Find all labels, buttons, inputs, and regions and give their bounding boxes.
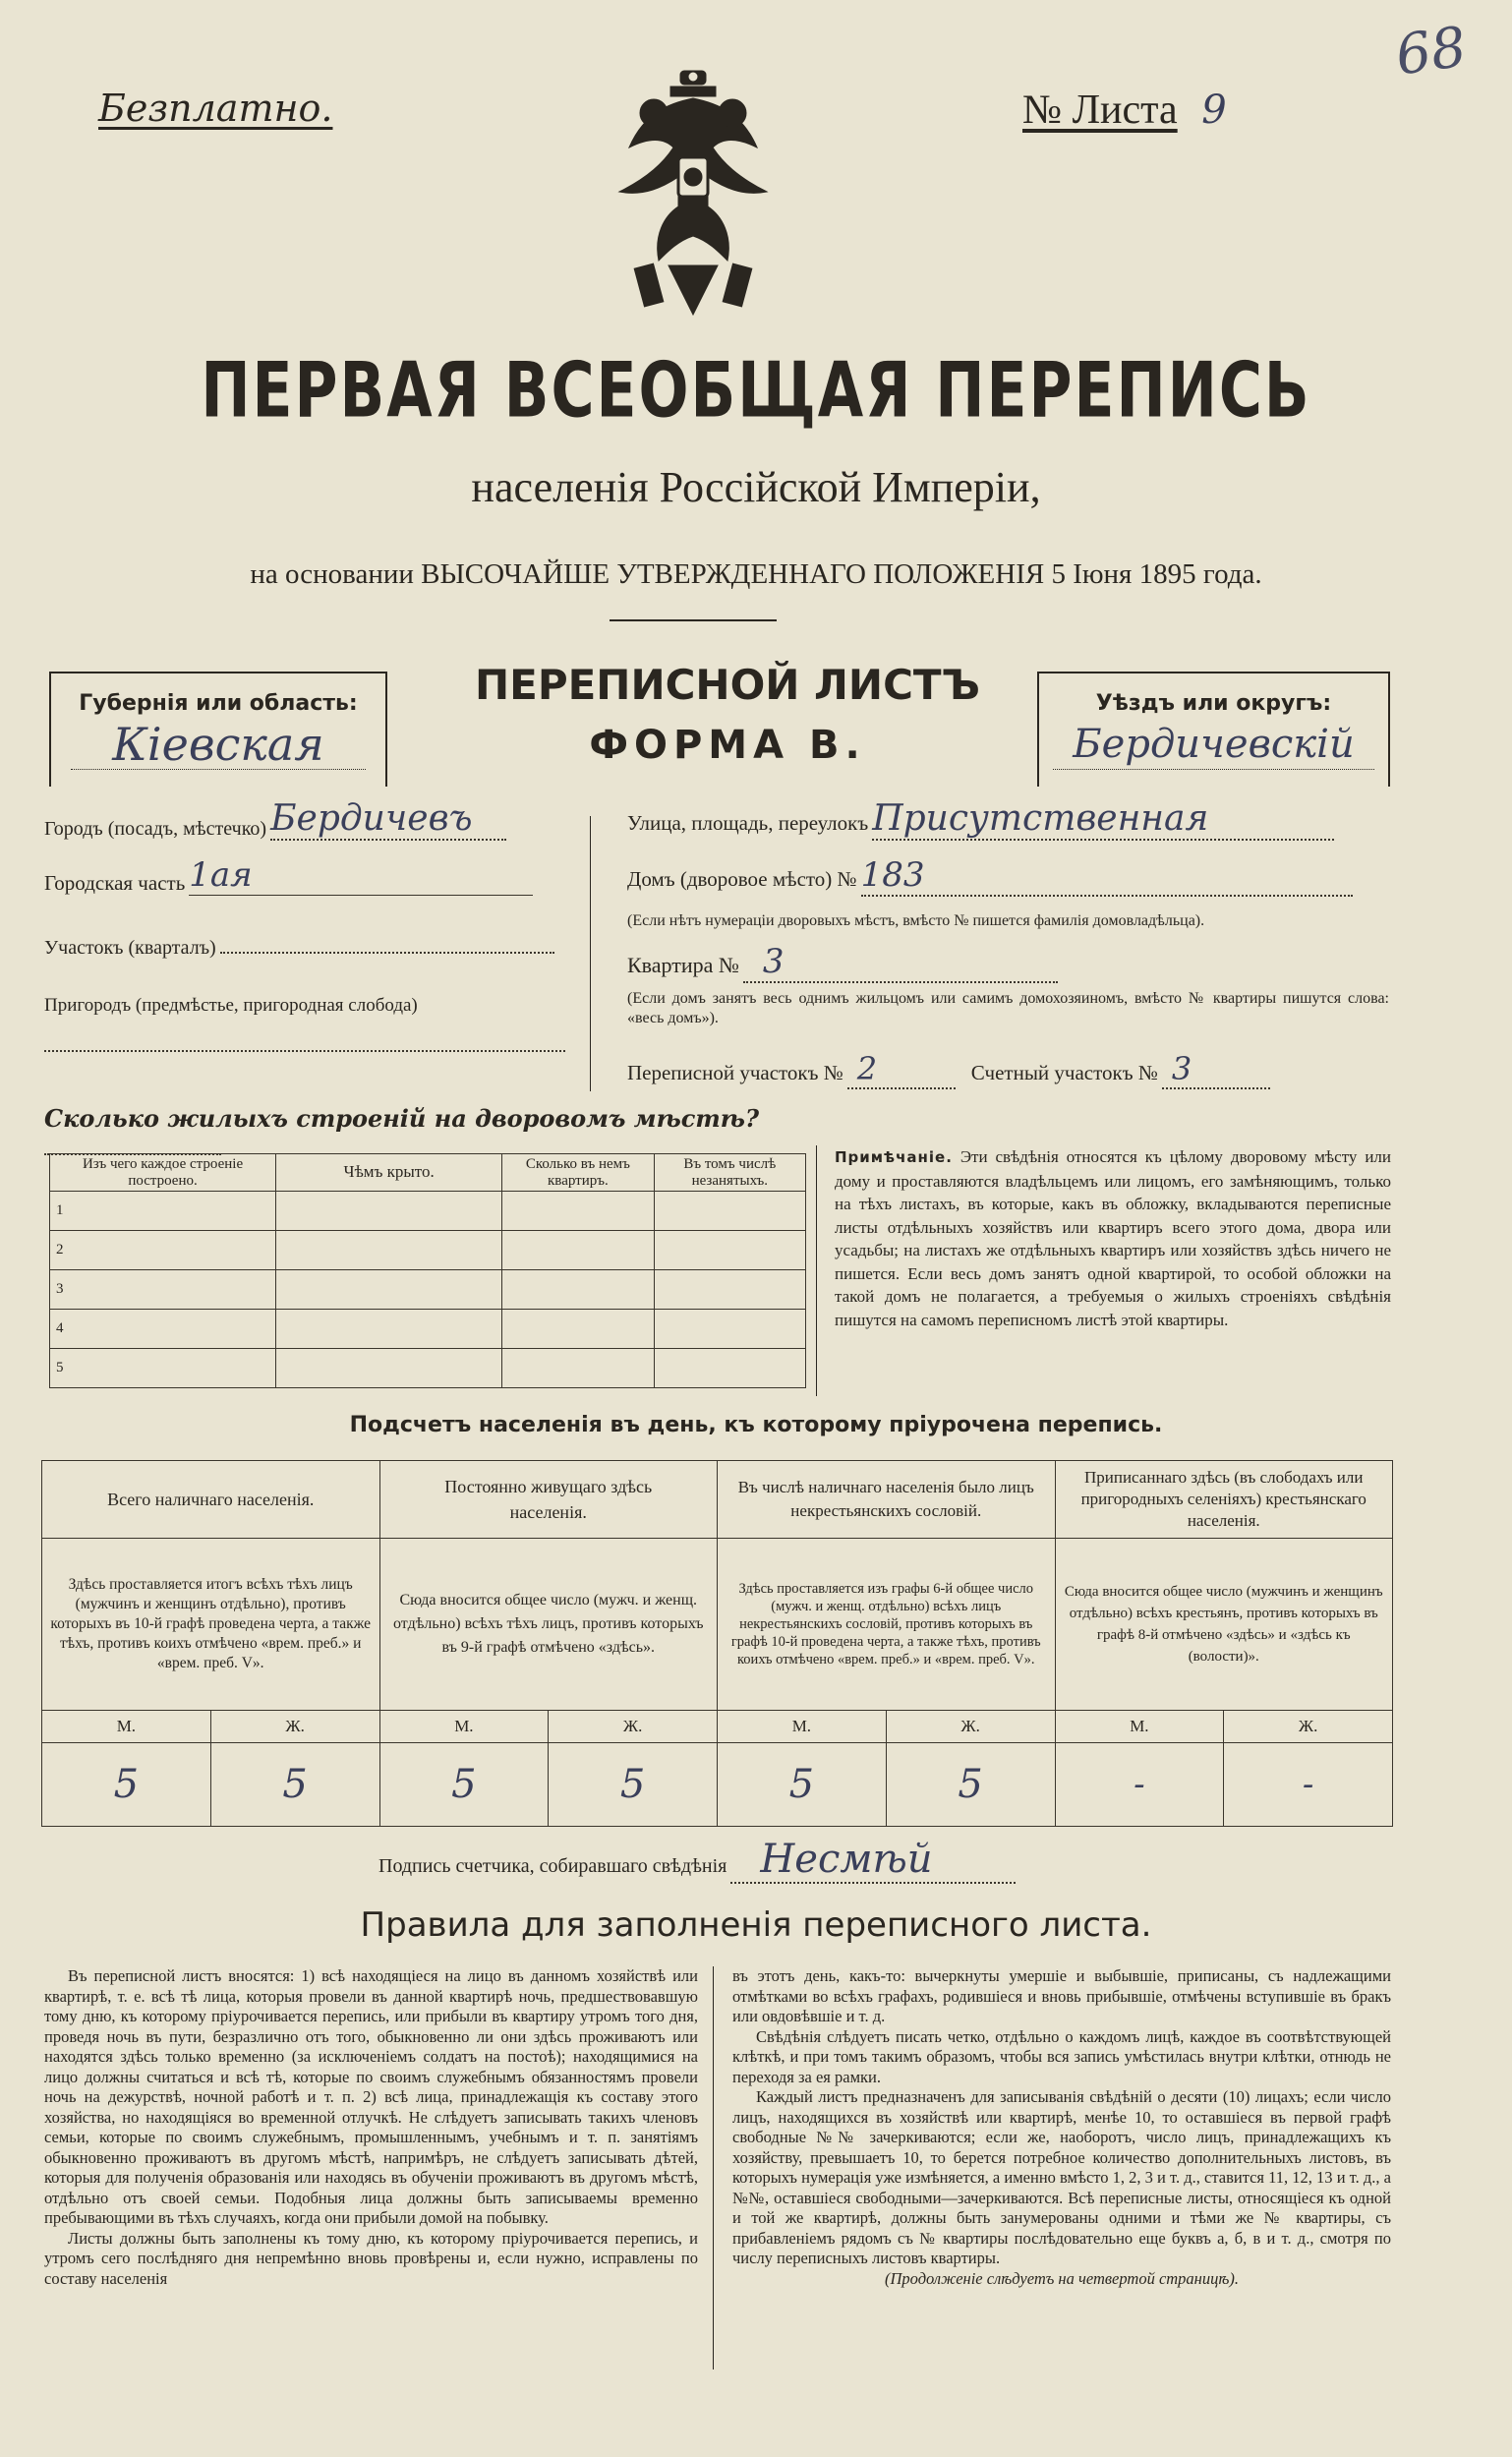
pop-col-nonpeasant-desc: Здѣсь проставляется изъ графы 6-й общее число (мужч. и женщ. отдѣльно) всѣхъ лицъ некрестьянскихъ сословій, противъ которыхъ въ графѣ 10-й проведена черта, а также тѣхъ, противъ коихъ отмѣчено «врем. преб.» и «врем. преб. V». xyxy=(718,1539,1056,1711)
table-cell xyxy=(276,1231,502,1270)
rules-right-paragraph-2: Свѣдѣнія слѣдуетъ писать четко, отдѣльно о каждомъ лицѣ, каждое въ соотвѣтствующей клѣткѣ, и при томъ такимъ образомъ, чтобы вся запись умѣстилась внутри клѣтки, отнюдь не переходя за ея рамки. xyxy=(732,2026,1391,2086)
pop-peasant-m: - xyxy=(1055,1743,1224,1827)
col-building-material: Изъ чего каждое строеніе построено. xyxy=(50,1154,276,1192)
rules-left-paragraph-1: Въ переписной листъ вносятся: 1) всѣ находящіеся на лицо въ данномъ хозяйствѣ или квартирѣ, т. е. всѣ тѣ лица, которыя провели въ данной квартирѣ ночь, предшествовавшую тому дню, къ которому пріурочивается перепись, или прибыли въ квартиру утромъ того дня, проведя ночь въ пути, безразлично отъ того, обыкновенно ли они здѣсь проживаютъ или находятся здѣсь только временно (за исключеніемъ солдатъ на постоѣ); находящимися на лицо должны считаться и всѣ тѣ, которые по своимъ служебнымъ обязанностямъ провели ночь на дежурствѣ, ночной работѣ и т. п. 2) всѣ лица, принадлежащія къ составу этого хозяйства, но находящіяся во временной отлучкѣ. Не слѣдуетъ записывать такихъ членовъ семьи, которые по своимъ служебнымъ, промышленнымъ, учебнымъ и т. п. занятіямъ обыкновенно проживаютъ въ другомъ мѣстѣ, напримѣръ, не слѣдуетъ записывать дѣтей, которыя для полученія образованія или находясь въ обученіи проживаютъ въ другомъ мѣстѣ, отдѣльно отъ своей семьи. Подобныя лица должны быть записываемы временно пребывающими въ тѣхъ случаяхъ, когда они прибыли домой на побывку. xyxy=(44,1966,698,2227)
precinct-field xyxy=(44,932,565,967)
suburb-value xyxy=(44,1046,565,1052)
street-label: Улица, площадь, переулокъ xyxy=(627,811,869,835)
census-areas-field xyxy=(627,1050,1404,1093)
house-field xyxy=(627,855,1404,899)
population-sex-row xyxy=(42,1711,1393,1743)
census-area-value: 2 xyxy=(847,1050,956,1089)
table-row xyxy=(50,1192,806,1231)
pop-col-total-head: Всего наличнаго населенія. xyxy=(42,1461,380,1539)
city-part-label: Городская часть xyxy=(44,871,186,895)
table-row xyxy=(50,1349,806,1388)
district-box xyxy=(1037,672,1390,787)
sex-label-f: Ж. xyxy=(210,1711,379,1743)
row-number: 3 xyxy=(50,1270,276,1310)
signature-field xyxy=(378,1837,1165,1886)
rules-right-paragraph-3: Каждый листъ предназначенъ для записыванія свѣдѣній о десяти (10) лицахъ; если число лицъ, находящихся въ хозяйствѣ или квартирѣ, менѣе 10, то оставшіеся въ первой графѣ свободные №№ зачеркиваются; если же, наоборотъ, число лицъ, принадлежащихъ къ хозяйству, превышаетъ 10, то берется потребное количество дополнительныхъ листовъ, въ которыхъ нумерація уже измѣняется, а именно вмѣсто 1, 2, 3 и т. д., ставится 11, 12, 13 и т. д., а №№, оставшіеся свободными—зачеркиваются. Всѣ переписные листы, относящіеся къ одной и той же квартирѣ, должны быть занумерованы одними и тѣми же № квартиры, съ прибавленіемъ рядомъ съ № квартиры послѣдовательно еще буквъ а, б, в и т. д., смотря по числу переписныхъ листовъ квартиры. xyxy=(732,2087,1391,2267)
main-title: ПЕРВАЯ ВСЕОБЩАЯ ПЕРЕПИСЬ xyxy=(201,346,1311,436)
table-cell xyxy=(276,1192,502,1231)
sheet-number-label xyxy=(1022,87,1227,134)
pop-permanent-m: 5 xyxy=(379,1743,549,1827)
table-cell xyxy=(502,1349,654,1388)
row-number: 2 xyxy=(50,1231,276,1270)
table-row xyxy=(50,1270,806,1310)
street-value: Присутственная xyxy=(872,798,1334,841)
province-label: Губернія или область: xyxy=(79,691,358,716)
rules-left-paragraph-2: Листы должны быть заполнены къ тому дню, къ которому пріурочивается перепись, и утромъ сего послѣдняго дня непремѣнно вновь провѣрены и, если нужно, исправлены по составу населенія xyxy=(44,2228,698,2288)
counting-area-label: Счетный участокъ № xyxy=(970,1061,1158,1084)
rules-column-divider xyxy=(713,1966,714,2369)
rules-right-paragraph-1: въ этотъ день, какъ-то: вычеркнуты умершіе и выбывшіе, приписаны, съ надлежащими отмѣтками во всѣхъ графахъ, родившіеся и вновь прибывшіе, отмѣчены вступившіе въ бракъ или овдовѣвшіе и т. д. xyxy=(732,1966,1391,2025)
archive-page-number: 68 xyxy=(1391,15,1471,88)
sheet-number-caption: № Листа xyxy=(1022,88,1178,133)
district-label: Уѣздъ или округъ: xyxy=(1095,691,1332,716)
rules-continued-note: (Продолженіе слѣдуетъ на четвертой страницѣ). xyxy=(885,2268,1239,2288)
note-text: Эти свѣдѣнія относятся къ цѣлому дворовому мѣсту или дому и проставляются владѣльцемъ или лицомъ, его замѣняющимъ, только на тѣхъ листахъ, въ которые, какъ въ обложку, вкладываются переписные листы отдѣльныхъ хозяйствъ или квартиръ всего этого дома, двора или усадьбы; на листахъ же отдѣльныхъ квартиръ или хозяйствъ здѣсь ничего не пишется. Если весь домъ занятъ одной квартирой, то особой обложки на такой домъ не полагается, а требуемыя о жилыхъ строеніяхъ свѣдѣнія пишутся на самомъ переписномъ листѣ этой квартиры. xyxy=(835,1147,1391,1329)
province-box xyxy=(49,672,387,787)
suburb-label: Пригородъ (предмѣстье, пригородная слобода) xyxy=(44,995,418,1016)
table-cell xyxy=(502,1270,654,1310)
pop-col-total-desc: Здѣсь проставляется итогъ всѣхъ тѣхъ лицъ (мужчинъ и женщинъ отдѣльно), противъ которыхъ въ 10-й графѣ проведена черта, а также тѣхъ, противъ коихъ отмѣчено «врем. преб.» и «врем. преб. V». xyxy=(42,1539,380,1711)
precinct-label: Участокъ (кварталъ) xyxy=(44,937,216,959)
basis-line: на основании ВЫСОЧАЙШЕ УТВЕРЖДЕННАГО ПОЛОЖЕНІЯ 5 Іюня 1895 года. xyxy=(250,558,1262,590)
buildings-question-text: Сколько жилыхъ строеній на дворовомъ мѣстѣ? xyxy=(44,1104,760,1133)
counting-area-value: 3 xyxy=(1162,1050,1270,1089)
row-number: 1 xyxy=(50,1192,276,1231)
house-note: (Если нѣтъ нумераціи дворовыхъ мѣстъ, вмѣсто № пишется фамилія домовладѣльца). xyxy=(627,912,1205,929)
pop-col-nonpeasant-head: Въ числѣ наличнаго населенія было лицъ некрестьянскихъ сословій. xyxy=(718,1461,1056,1539)
table-row xyxy=(50,1310,806,1349)
population-table xyxy=(41,1460,1393,1827)
sheet-number-value: 9 xyxy=(1201,88,1227,133)
table-cell xyxy=(654,1310,805,1349)
table-cell xyxy=(502,1231,654,1270)
census-area-label: Переписной участокъ № xyxy=(627,1061,843,1084)
pop-permanent-f: 5 xyxy=(549,1743,718,1827)
population-desc-row xyxy=(42,1539,1393,1711)
house-value: 183 xyxy=(861,855,1353,897)
sex-label-m: М. xyxy=(379,1711,549,1743)
suburb-field xyxy=(44,995,565,1052)
sex-label-m: М. xyxy=(1055,1711,1224,1743)
pop-col-peasant-desc: Сюда вносится общее число (мужчинъ и женщинъ отдѣльно) всѣхъ крестьянъ, противъ которыхъ въ графѣ 8-й отмѣчено «здѣсь» и «здѣсь къ (волости)». xyxy=(1055,1539,1393,1711)
apartment-field xyxy=(627,942,1404,985)
pop-nonpeasant-m: 5 xyxy=(718,1743,887,1827)
table-cell xyxy=(276,1310,502,1349)
province-value: Кіевская xyxy=(71,720,366,770)
rules-left-column xyxy=(44,1966,698,2289)
house-label: Домъ (дворовое мѣсто) № xyxy=(627,867,857,891)
pop-col-peasant-head: Приписаннаго здѣсь (въ слободахъ или пригородныхъ селеніяхъ) крестьянскаго населенія. xyxy=(1055,1461,1393,1539)
note-block xyxy=(816,1145,1391,1396)
table-cell xyxy=(502,1192,654,1231)
buildings-header-row xyxy=(50,1154,806,1192)
sex-label-f: Ж. xyxy=(1224,1711,1393,1743)
signature-value: Несмѣй xyxy=(730,1837,1016,1884)
rules-right-column xyxy=(732,1966,1391,2289)
bleed-through-text xyxy=(177,147,590,265)
precinct-value xyxy=(220,932,554,954)
table-cell xyxy=(502,1310,654,1349)
sex-label-f: Ж. xyxy=(886,1711,1055,1743)
city-label: Городъ (посадъ, мѣстечко) xyxy=(44,818,267,840)
signature-label: Подпись счетчика, собиравшаго свѣдѣнія xyxy=(378,1855,727,1877)
table-cell xyxy=(654,1349,805,1388)
sex-label-m: М. xyxy=(42,1711,211,1743)
table-cell xyxy=(276,1349,502,1388)
col-roof: Чѣмъ крыто. xyxy=(276,1154,502,1192)
table-cell xyxy=(654,1270,805,1310)
district-value: Бердичевскій xyxy=(1053,720,1374,770)
table-cell xyxy=(654,1231,805,1270)
note-label: Примѣчаніе. xyxy=(835,1148,953,1166)
title-divider xyxy=(610,619,777,621)
population-head-row xyxy=(42,1461,1393,1539)
pop-total-f: 5 xyxy=(210,1743,379,1827)
table-row xyxy=(50,1231,806,1270)
rules-title: Правила для заполненія переписного листа. xyxy=(360,1905,1152,1945)
city-part-value: 1ая xyxy=(189,855,533,896)
pop-total-m: 5 xyxy=(42,1743,211,1827)
sex-label-m: М. xyxy=(718,1711,887,1743)
buildings-table xyxy=(49,1153,806,1388)
form-label: ФОРМА В. xyxy=(589,723,866,768)
apartment-value: 3 xyxy=(743,942,1058,983)
row-number: 4 xyxy=(50,1310,276,1349)
pop-peasant-f: - xyxy=(1224,1743,1393,1827)
city-part-field xyxy=(44,855,565,905)
population-values-row xyxy=(42,1743,1393,1827)
census-sheet-title: ПЕРЕПИСНОЙ ЛИСТЪ xyxy=(474,661,981,709)
city-field xyxy=(44,798,565,848)
population-title: Подсчетъ населенія въ день, къ которому пріурочена перепись. xyxy=(349,1413,1163,1437)
pop-col-permanent-desc: Сюда вносится общее число (мужч. и женщ. отдѣльно) всѣхъ тѣхъ лицъ, противъ которыхъ въ 9-й графѣ отмѣчено «здѣсь». xyxy=(379,1539,718,1711)
subtitle: населенія Россійской Имперіи, xyxy=(471,463,1041,511)
apartment-label: Квартира № xyxy=(627,953,739,977)
col-apartments: Сколько въ немъ квартиръ. xyxy=(502,1154,654,1192)
apartment-note: (Если домъ занятъ весь однимъ жильцомъ или самимъ домохозяиномъ, вмѣсто № квартиры пишутся слова: «весь домъ»). xyxy=(627,990,1389,1026)
free-label: Безплатно. xyxy=(98,87,333,130)
table-cell xyxy=(276,1270,502,1310)
address-divider xyxy=(590,816,591,1091)
pop-col-permanent-head: Постоянно живущаго здѣсь населенія. xyxy=(379,1461,718,1539)
sex-label-f: Ж. xyxy=(549,1711,718,1743)
col-unoccupied: Въ томъ числѣ незанятыхъ. xyxy=(654,1154,805,1192)
pop-nonpeasant-f: 5 xyxy=(886,1743,1055,1827)
table-cell xyxy=(654,1192,805,1231)
imperial-eagle-emblem xyxy=(610,69,777,320)
city-value: Бердичевъ xyxy=(270,798,506,841)
street-field xyxy=(627,798,1404,848)
row-number: 5 xyxy=(50,1349,276,1388)
